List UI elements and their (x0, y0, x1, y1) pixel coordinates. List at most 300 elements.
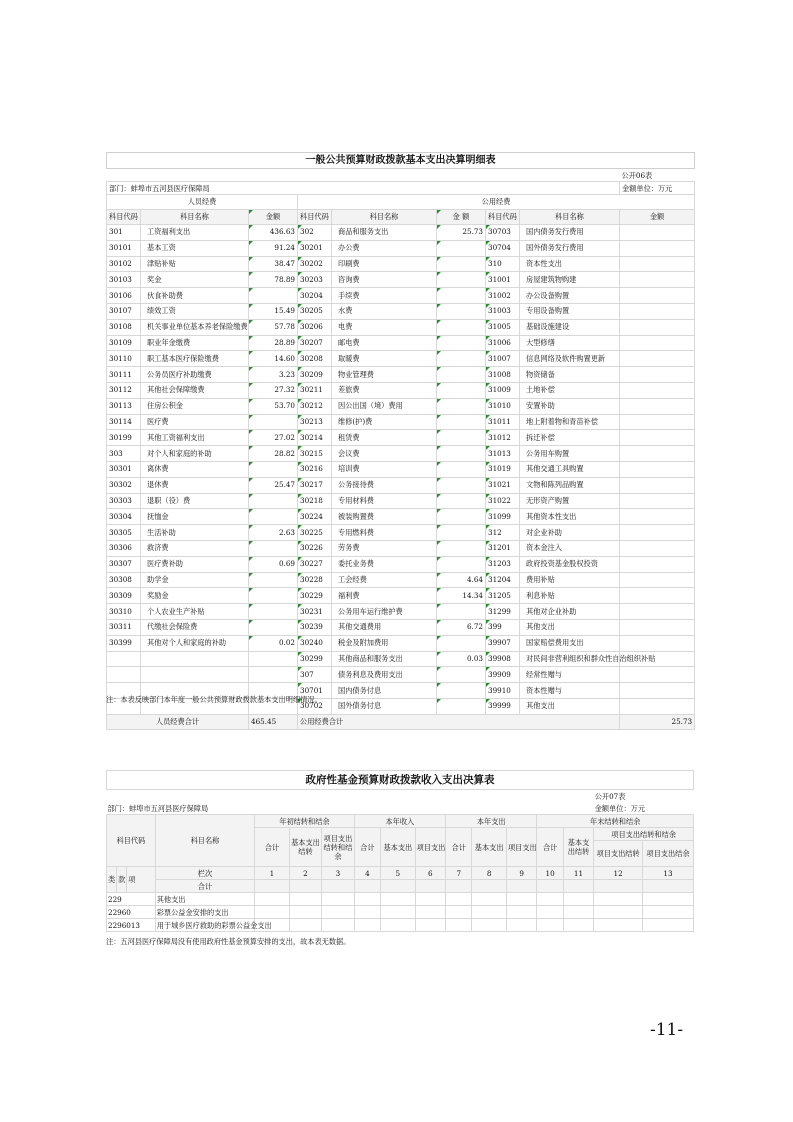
amount-cell (437, 430, 486, 446)
amount-cell (620, 319, 695, 335)
code-cell: 30205 (298, 303, 332, 319)
name-cell: 费用补贴 (520, 572, 620, 588)
name-cell: 其他交通工具购置 (520, 461, 620, 477)
amount-cell (437, 698, 486, 714)
amount-cell (437, 351, 486, 367)
name-cell: 房屋建筑物购建 (520, 272, 620, 288)
table-row (107, 651, 695, 667)
value-cell (354, 906, 380, 919)
amount-cell (620, 256, 695, 272)
name-cell: 其他支出 (520, 619, 620, 635)
code-cell: 30308 (107, 572, 141, 588)
name-cell: 物业管理费 (332, 367, 437, 383)
code-cell: 31099 (486, 509, 520, 525)
amount-cell (620, 288, 695, 304)
code-cell: 30704 (486, 240, 520, 256)
name-cell: 救济费 (141, 540, 249, 556)
code-cell: 30209 (298, 367, 332, 383)
table-row (107, 414, 695, 430)
total-personnel-label: 人员经费合计 (107, 714, 249, 729)
t2-expense-project: 项目支出 (506, 828, 536, 867)
header-code: 科目代码 (486, 210, 520, 225)
value-cell (289, 906, 321, 919)
name-cell: 维修(护)费 (332, 414, 437, 430)
name-cell: 专用设备购置 (520, 303, 620, 319)
amount-cell (249, 604, 298, 620)
amount-cell (620, 461, 695, 477)
code-cell: 39910 (486, 683, 520, 699)
code-cell: 30304 (107, 509, 141, 525)
amount-cell (437, 367, 486, 383)
name-cell: 医疗费 (141, 414, 249, 430)
amount-cell (437, 667, 486, 683)
code-cell: 30202 (298, 256, 332, 272)
name-cell: 税金及附加费用 (332, 635, 437, 651)
code-cell: 30110 (107, 351, 141, 367)
value-cell (506, 906, 536, 919)
code-cell: 30113 (107, 398, 141, 414)
value-cell (537, 919, 563, 932)
col-number: 5 (381, 867, 416, 880)
name-cell: 培训费 (332, 461, 437, 477)
amount-cell (620, 414, 695, 430)
value-cell (446, 919, 472, 932)
value-cell (354, 893, 380, 906)
basic-expenditure-table (106, 152, 695, 730)
amount-cell (249, 651, 298, 667)
table-row (107, 446, 695, 462)
col-number: 3 (322, 867, 354, 880)
amount-cell (620, 698, 695, 714)
subject-code: 22960 (107, 906, 156, 919)
t2-col-class: 类 (107, 867, 117, 893)
name-cell: 绩效工资 (141, 303, 249, 319)
name-cell: 拆迁补偿 (520, 430, 620, 446)
value-cell (289, 919, 321, 932)
code-cell: 31022 (486, 493, 520, 509)
code-cell: 30212 (298, 398, 332, 414)
amount-cell (620, 225, 695, 241)
name-cell: 福利费 (332, 588, 437, 604)
header-name: 科目名称 (332, 210, 437, 225)
table-row (107, 635, 695, 651)
name-cell: 机关事业单位基本养老保险缴费 (141, 319, 249, 335)
table-row (107, 477, 695, 493)
name-cell: 电费 (332, 319, 437, 335)
amount-cell: 14.60 (249, 351, 298, 367)
name-cell: 伙食补助费 (141, 288, 249, 304)
name-cell: 医疗费补助 (141, 556, 249, 572)
code-cell: 31001 (486, 272, 520, 288)
amount-cell (437, 446, 486, 462)
table-row (107, 893, 694, 906)
gov-fund-table (106, 770, 694, 932)
amount-cell (437, 509, 486, 525)
code-cell: 30215 (298, 446, 332, 462)
total-personnel-value: 465.45 (249, 714, 298, 729)
amount-cell (620, 240, 695, 256)
code-cell: 30307 (107, 556, 141, 572)
table-row (107, 256, 695, 272)
table-row (107, 430, 695, 446)
value-cell (506, 893, 536, 906)
table-row (107, 272, 695, 288)
code-cell: 30227 (298, 556, 332, 572)
amount-cell: 6.72 (437, 619, 486, 635)
amount-cell: 27.32 (249, 382, 298, 398)
amount-cell (620, 540, 695, 556)
value-cell (594, 919, 643, 932)
amount-cell: 15.49 (249, 303, 298, 319)
name-cell: 利息补贴 (520, 588, 620, 604)
code-cell: 30306 (107, 540, 141, 556)
value-cell (354, 919, 380, 932)
name-cell: 抚恤金 (141, 509, 249, 525)
col-number: 12 (594, 867, 643, 880)
t2-header-expense: 本年支出 (446, 815, 537, 828)
code-cell: 39909 (486, 667, 520, 683)
col-number: 4 (354, 867, 380, 880)
col-number: 10 (537, 867, 563, 880)
name-cell: 其他对个人和家庭的补助 (141, 635, 249, 651)
name-cell: 取暖费 (332, 351, 437, 367)
code-cell: 30102 (107, 256, 141, 272)
subject-name: 其他支出 (155, 893, 254, 906)
name-cell: 代缴社会保险费 (141, 619, 249, 635)
table-row (107, 525, 695, 541)
header-amount: 金额 (249, 210, 298, 225)
header-amount: 金 额 (437, 210, 486, 225)
code-cell: 30302 (107, 477, 141, 493)
code-cell: 30103 (107, 272, 141, 288)
name-cell: 国外债务发行费用 (520, 240, 620, 256)
name-cell: 离休费 (141, 461, 249, 477)
value-cell (255, 906, 290, 919)
t2-begin-project: 项目支出结转和结余 (322, 828, 354, 867)
t2-header-end: 年末结转和结余 (537, 815, 694, 828)
code-cell: 30208 (298, 351, 332, 367)
value-cell (563, 906, 593, 919)
name-cell: 其他资本性支出 (520, 509, 620, 525)
amount-cell (437, 288, 486, 304)
code-cell: 30218 (298, 493, 332, 509)
table2-form-no: 公开07表 (594, 791, 626, 801)
amount-cell (620, 667, 695, 683)
name-cell (141, 651, 249, 667)
table-row (107, 604, 695, 620)
value-cell (322, 919, 354, 932)
amount-cell (249, 288, 298, 304)
code-cell: 30217 (298, 477, 332, 493)
col-number: 7 (446, 867, 472, 880)
name-cell: 劳务费 (332, 540, 437, 556)
name-cell: 对企业补助 (520, 525, 620, 541)
amount-cell (437, 382, 486, 398)
name-cell: 基础设施建设 (520, 319, 620, 335)
code-cell: 39908 (486, 651, 520, 667)
name-cell: 物资储备 (520, 367, 620, 383)
name-cell: 文物和陈列品购置 (520, 477, 620, 493)
amount-cell: 25.47 (249, 477, 298, 493)
table1-unit: 金额单位：万元 (620, 182, 695, 195)
amount-cell (437, 461, 486, 477)
amount-cell: 2.63 (249, 525, 298, 541)
name-cell: 国内债务付息 (332, 683, 437, 699)
name-cell: 生活补助 (141, 525, 249, 541)
subject-name: 彩票公益金安排的支出 (155, 906, 254, 919)
code-cell: 30216 (298, 461, 332, 477)
name-cell: 被装购置费 (332, 509, 437, 525)
code-cell (107, 651, 141, 667)
table2-department: 部门：蚌埠市五河县医疗保障局 (107, 803, 209, 813)
subject-name: 用于城乡医疗救助的彩票公益金支出 (156, 920, 272, 930)
amount-cell (249, 588, 298, 604)
code-cell: 30107 (107, 303, 141, 319)
t2-income-basic: 基本支出 (381, 828, 416, 867)
code-cell: 30203 (298, 272, 332, 288)
code-cell: 307 (298, 667, 332, 683)
value-cell (322, 893, 354, 906)
amount-cell (620, 493, 695, 509)
code-cell: 30111 (107, 367, 141, 383)
amount-cell: 4.64 (437, 572, 486, 588)
amount-cell (437, 414, 486, 430)
amount-cell (437, 272, 486, 288)
amount-cell (620, 619, 695, 635)
amount-cell (249, 509, 298, 525)
name-cell: 公务用车购置 (520, 446, 620, 462)
table2-unit: 金额单位：万元 (594, 803, 646, 813)
code-cell: 31006 (486, 335, 520, 351)
amount-cell (620, 683, 695, 699)
amount-cell (249, 619, 298, 635)
code-cell (107, 667, 141, 683)
section-personnel: 人员经费 (107, 195, 298, 210)
code-cell: 31011 (486, 414, 520, 430)
header-name: 科目名称 (520, 210, 620, 225)
table2-note: 注：五河县医疗保障局没有使用政府性基金预算安排的支出，故本表无数据。 (106, 937, 351, 946)
amount-cell: 14.34 (437, 588, 486, 604)
header-code: 科目代码 (298, 210, 332, 225)
code-cell: 39999 (486, 698, 520, 714)
amount-cell: 3.23 (249, 367, 298, 383)
table1-title: 一般公共预算财政拨款基本支出决算明细表 (107, 153, 695, 169)
name-cell: 个人农业生产补贴 (141, 604, 249, 620)
name-cell: 经常性赠与 (520, 667, 620, 683)
value-cell (642, 893, 693, 906)
value-cell (255, 893, 290, 906)
col-number: 11 (563, 867, 593, 880)
name-cell: 职工基本医疗保险缴费 (141, 351, 249, 367)
t2-end-total: 合计 (537, 828, 563, 867)
code-cell: 30108 (107, 319, 141, 335)
code-cell: 30201 (298, 240, 332, 256)
name-cell: 职业年金缴费 (141, 335, 249, 351)
code-cell: 31012 (486, 430, 520, 446)
name-cell: 公务接待费 (332, 477, 437, 493)
value-cell (642, 919, 693, 932)
value-cell (472, 919, 507, 932)
table-row (107, 288, 695, 304)
value-cell (537, 893, 563, 906)
amount-cell: 38.47 (249, 256, 298, 272)
table-row (107, 461, 695, 477)
amount-cell (249, 572, 298, 588)
value-cell (289, 893, 321, 906)
amount-cell (620, 382, 695, 398)
section-public: 公用经费 (298, 195, 695, 210)
t2-end-project-carry: 项目支出结转 (594, 841, 643, 867)
name-cell: 专用燃料费 (332, 525, 437, 541)
code-cell: 30299 (298, 651, 332, 667)
name-cell: 国家赔偿费用支出 (520, 635, 620, 651)
value-cell (594, 906, 643, 919)
t2-begin-basic: 基本支出结转 (289, 828, 321, 867)
value-cell (381, 919, 416, 932)
name-cell (141, 667, 249, 683)
name-cell: 地上附着物和青苗补偿 (520, 414, 620, 430)
value-cell (472, 906, 507, 919)
code-cell: 31013 (486, 446, 520, 462)
code-cell: 30207 (298, 335, 332, 351)
total-public-value: 25.73 (620, 714, 695, 729)
code-cell: 30310 (107, 604, 141, 620)
amount-cell: 28.89 (249, 335, 298, 351)
value-cell (381, 893, 416, 906)
name-cell: 资本金注入 (520, 540, 620, 556)
amount-cell (620, 367, 695, 383)
code-cell: 30226 (298, 540, 332, 556)
code-cell: 31204 (486, 572, 520, 588)
name-cell: 商品和服务支出 (332, 225, 437, 241)
table-row (107, 493, 695, 509)
table-row (107, 572, 695, 588)
amount-cell (620, 477, 695, 493)
name-cell: 工资福利支出 (141, 225, 249, 241)
code-cell: 31002 (486, 288, 520, 304)
t2-income-total: 合计 (354, 828, 380, 867)
code-cell: 30106 (107, 288, 141, 304)
amount-cell (620, 272, 695, 288)
table-row (107, 540, 695, 556)
code-cell: 30701 (298, 683, 332, 699)
amount-cell: 0.69 (249, 556, 298, 572)
name-cell: 专用材料费 (332, 493, 437, 509)
amount-cell (437, 604, 486, 620)
t2-col-section: 款 (117, 867, 127, 893)
code-cell: 30301 (107, 461, 141, 477)
name-cell: 奖励金 (141, 588, 249, 604)
t2-header-code: 科目代码 (107, 815, 156, 867)
value-cell (594, 893, 643, 906)
t2-income-project: 项目支出 (415, 828, 445, 867)
code-cell: 30204 (298, 288, 332, 304)
code-cell: 30702 (298, 698, 332, 714)
header-code: 科目代码 (107, 210, 141, 225)
name-cell: 助学金 (141, 572, 249, 588)
name-cell: 资本性赠与 (520, 683, 620, 699)
name-cell: 手续费 (332, 288, 437, 304)
table-row (107, 335, 695, 351)
table-row (107, 919, 694, 932)
name-cell: 咨询费 (332, 272, 437, 288)
table-row (107, 556, 695, 572)
value-cell (381, 906, 416, 919)
amount-cell (437, 635, 486, 651)
table-row (107, 398, 695, 414)
amount-cell (620, 556, 695, 572)
name-cell: 办公费 (332, 240, 437, 256)
table-row (107, 588, 695, 604)
amount-cell (249, 667, 298, 683)
amount-cell (249, 414, 298, 430)
amount-cell (620, 635, 695, 651)
code-cell: 30239 (298, 619, 332, 635)
value-cell (415, 906, 445, 919)
code-cell: 31205 (486, 588, 520, 604)
table-row (107, 225, 695, 241)
value-cell (322, 906, 354, 919)
value-cell (446, 893, 472, 906)
amount-cell: 91.24 (249, 240, 298, 256)
name-cell: 其他社会保障缴费 (141, 382, 249, 398)
page-number: -11- (650, 1020, 684, 1040)
code-cell: 31009 (486, 382, 520, 398)
t2-col-item: 项 (127, 867, 155, 893)
code-cell: 30214 (298, 430, 332, 446)
code-cell: 399 (486, 619, 520, 635)
code-cell: 31019 (486, 461, 520, 477)
amount-cell (620, 430, 695, 446)
value-cell (563, 893, 593, 906)
amount-cell (437, 335, 486, 351)
amount-cell (437, 540, 486, 556)
table-row (107, 367, 695, 383)
amount-cell: 0.03 (437, 651, 486, 667)
amount-cell (249, 540, 298, 556)
table-row (107, 319, 695, 335)
code-cell: 30305 (107, 525, 141, 541)
name-cell: 其他交通费用 (332, 619, 437, 635)
code-cell: 30399 (107, 635, 141, 651)
amount-cell (437, 303, 486, 319)
code-cell: 310 (486, 256, 520, 272)
name-cell: 奖金 (141, 272, 249, 288)
value-cell (415, 919, 445, 932)
name-cell: 大型修缮 (520, 335, 620, 351)
code-cell: 30703 (486, 225, 520, 241)
header-name: 科目名称 (141, 210, 249, 225)
table2-title: 政府性基金预算财政拨款收入支出决算表 (107, 771, 694, 790)
name-cell: 会议费 (332, 446, 437, 462)
amount-cell (437, 319, 486, 335)
table1-note: 注：本表反映部门本年度一般公共预算财政拨款基本支出明细情况。 (106, 695, 322, 704)
t2-begin-total: 合计 (255, 828, 290, 867)
name-cell: 公务员医疗补助缴费 (141, 367, 249, 383)
t2-expense-total: 合计 (446, 828, 472, 867)
amount-cell (620, 398, 695, 414)
table1-department: 部门：蚌埠市五河县医疗保障局 (107, 182, 620, 195)
amount-cell: 25.73 (437, 225, 486, 241)
t2-header-begin: 年初结转和结余 (255, 815, 354, 828)
subject-code: 2296013 (107, 919, 156, 932)
table-row (107, 619, 695, 635)
code-cell: 301 (107, 225, 141, 241)
amount-cell (437, 477, 486, 493)
amount-cell: 27.02 (249, 430, 298, 446)
value-cell (472, 893, 507, 906)
code-cell: 30229 (298, 588, 332, 604)
